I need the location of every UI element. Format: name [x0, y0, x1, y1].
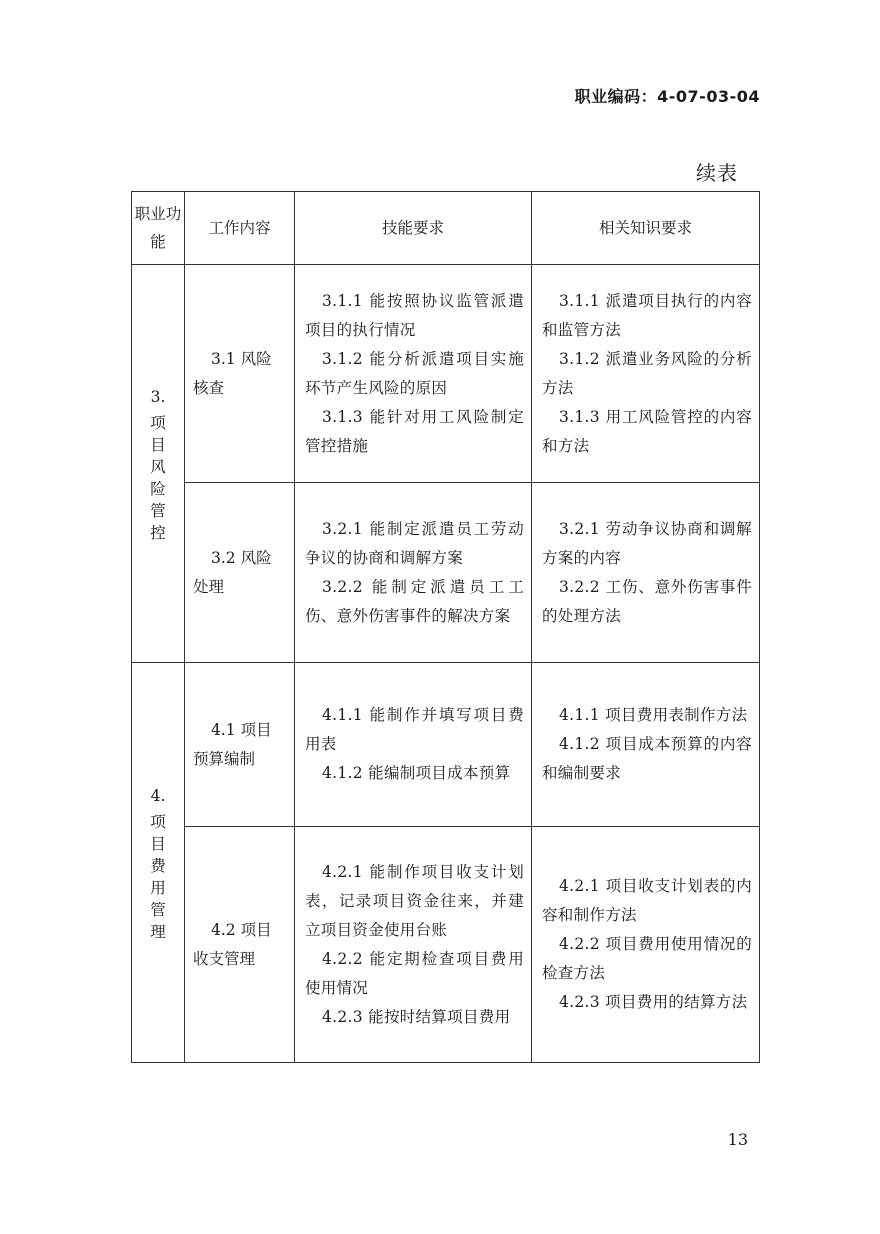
- knowledge-item: 4.1.1 项目费用表制作方法: [559, 706, 748, 724]
- function-cell: [132, 663, 185, 1063]
- task-cell: [185, 265, 295, 483]
- header-skills: 技能要求: [295, 192, 532, 265]
- knowledge-item: 4.2.2 项目费用使用情况的检查方法: [542, 935, 752, 982]
- skills-cell: [295, 483, 532, 663]
- competency-table: [131, 191, 760, 1063]
- knowledge-cell: [532, 265, 760, 483]
- knowledge-cell: [532, 483, 760, 663]
- table-row: [132, 265, 760, 483]
- page-number: 13: [727, 1130, 748, 1149]
- skill-item: 3.2.1 能制定派遣员工劳动争议的协商和调解方案: [305, 519, 524, 567]
- task-number: 4.2 项目: [211, 920, 272, 939]
- knowledge-cell: [532, 827, 760, 1063]
- skills-cell: [295, 663, 532, 827]
- skill-item: 3.2.2 能制定派遣员工工伤、意外伤害事件的解决方案: [305, 577, 524, 625]
- knowledge-cell: [532, 663, 760, 827]
- skill-item: 4.1.2 能编制项目成本预算: [322, 764, 511, 782]
- task-cell: [185, 827, 295, 1063]
- task-name: 预算编制: [193, 749, 256, 768]
- knowledge-item: 3.2.1 劳动争议协商和调解方案的内容: [542, 519, 752, 567]
- function-number: 3.: [150, 388, 166, 406]
- skill-item: 3.1.3 能针对用工风险制定管控措施: [305, 407, 524, 455]
- table-row: [132, 663, 760, 827]
- function-name: 项目风险管控: [150, 414, 166, 542]
- knowledge-item: 4.2.1 项目收支计划表的内容和制作方法: [542, 877, 752, 924]
- header-function: 职业功能: [132, 192, 185, 265]
- task-cell: [185, 483, 295, 663]
- knowledge-item: 3.1.2 派遣业务风险的分析方法: [542, 349, 752, 397]
- skill-item: 3.1.1 能按照协议监管派遣项目的执行情况: [305, 291, 524, 339]
- header-work-content: 工作内容: [185, 192, 295, 265]
- skills-cell: [295, 827, 532, 1063]
- header-knowledge: 相关知识要求: [532, 192, 760, 265]
- continued-label: 续表: [696, 161, 738, 185]
- task-number: 4.1 项目: [211, 720, 272, 739]
- knowledge-item: 4.1.2 项目成本预算的内容和编制要求: [542, 735, 752, 782]
- task-name: 核查: [193, 378, 225, 397]
- knowledge-item: 4.2.3 项目费用的结算方法: [559, 993, 748, 1011]
- knowledge-item: 3.2.2 工伤、意外伤害事件的处理方法: [542, 577, 752, 625]
- function-name: 项目费用管理: [150, 813, 166, 941]
- task-number: 3.2 风险: [211, 548, 272, 567]
- task-name: 收支管理: [193, 949, 256, 968]
- skill-item: 4.1.1 能制作并填写项目费用表: [305, 706, 524, 753]
- occupation-code: 职业编码：4-07-03-04: [574, 87, 760, 106]
- table-row: [132, 483, 760, 663]
- skill-item: 4.2.2 能定期检查项目费用使用情况: [305, 949, 524, 997]
- function-cell: [132, 265, 185, 663]
- task-name: 处理: [193, 577, 225, 596]
- knowledge-item: 3.1.1 派遣项目执行的内容和监管方法: [542, 291, 752, 339]
- task-cell: [185, 663, 295, 827]
- table-row: [132, 827, 760, 1063]
- skills-cell: [295, 265, 532, 483]
- skill-item: 4.2.1 能制作项目收支计划表，记录项目资金往来，并建立项目资金使用台账: [305, 862, 524, 939]
- skill-item: 4.2.3 能按时结算项目费用: [322, 1007, 511, 1026]
- table-header-row: [132, 192, 760, 265]
- function-number: 4.: [150, 787, 166, 805]
- knowledge-item: 3.1.3 用工风险管控的内容和方法: [542, 407, 752, 455]
- task-number: 3.1 风险: [211, 349, 272, 368]
- skill-item: 3.1.2 能分析派遣项目实施环节产生风险的原因: [305, 349, 524, 397]
